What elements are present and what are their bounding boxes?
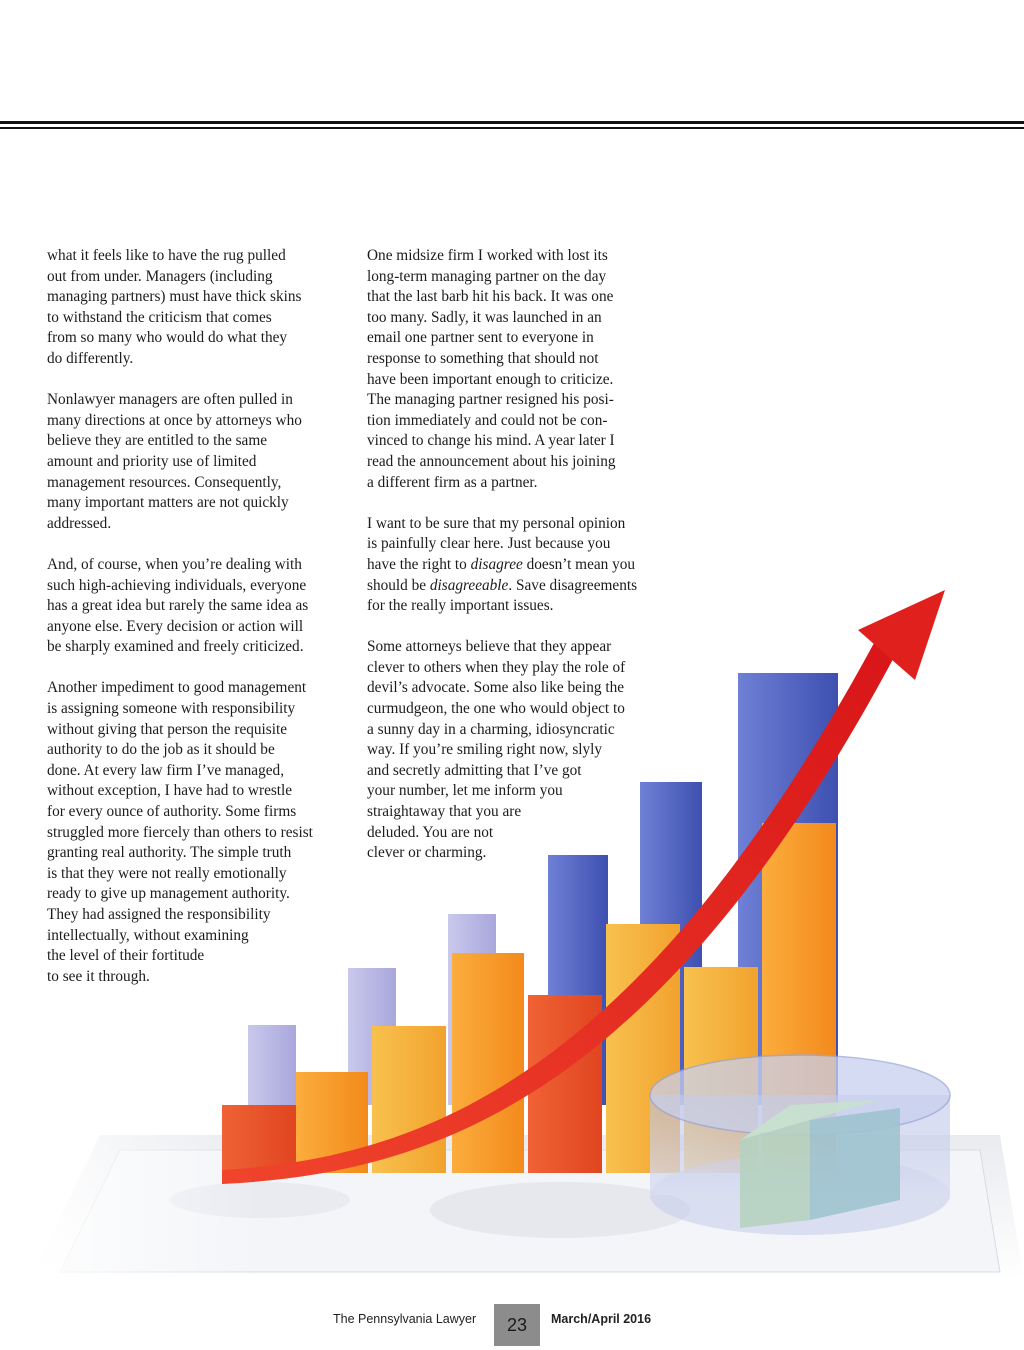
right-text-column: [367, 246, 667, 884]
text-line: many important matters are not quickly: [47, 494, 289, 512]
text-line: believe they are entitled to the same: [47, 432, 268, 450]
text-line: And, of course, when you’re dealing with: [47, 555, 302, 573]
text-line: Another impediment to good management: [47, 679, 307, 697]
text-line: They had assigned the responsibility: [47, 906, 271, 923]
text-line: many directions at once by attorneys who: [47, 411, 302, 429]
left-paragraph-3: [47, 555, 347, 658]
text-line: clever or charming.: [367, 844, 487, 862]
page-footer: [0, 1304, 1024, 1344]
text-line: addressed.: [47, 514, 112, 532]
emphasis-disagree: disagree: [470, 555, 523, 573]
right-paragraph-3: [367, 637, 667, 864]
header-rule-bottom: [0, 127, 1024, 129]
text-segment: doesn’t mean you: [522, 555, 636, 573]
text-line: has a great idea but rarely the same idea as: [47, 597, 309, 615]
text-segment: should be: [367, 576, 430, 594]
text-line: straightaway that you are: [367, 803, 522, 821]
text-line: do differently.: [47, 349, 134, 367]
text-line: be sharply examined and freely criticized.: [47, 638, 304, 656]
text-line: read the announcement about his joining: [367, 452, 616, 470]
text-line: Some attorneys believe that they appear: [367, 638, 612, 656]
text-line: is that they were not really emotionally: [47, 864, 287, 882]
publication-name: The Pennsylvania Lawyer: [333, 1312, 477, 1326]
text-line: anyone else. Every decision or action will: [47, 617, 304, 635]
text-line: the level of their fortitude: [47, 947, 205, 965]
text-segment: have the right to: [367, 555, 471, 573]
text-line: for every ounce of authority. Some firms: [47, 803, 297, 821]
text-line: Nonlawyer managers are often pulled in: [47, 391, 293, 409]
page-number: 23: [506, 1314, 528, 1335]
text-line: clever to others when they play the role of: [367, 658, 626, 676]
left-paragraph-4: [47, 678, 347, 987]
text-line: tion immediately and could not be con-: [367, 411, 608, 429]
text-line: done. At every law firm I’ve managed,: [47, 761, 285, 779]
text-line: long-term managing partner on the day: [367, 267, 607, 285]
text-segment: . Save disagreements: [508, 576, 638, 594]
text-line: to see it through.: [47, 967, 150, 985]
text-line: One midsize firm I worked with lost its: [367, 247, 608, 264]
text-line: I want to be sure that my personal opinion: [367, 514, 626, 532]
left-paragraph-2: [47, 390, 347, 534]
text-line: ready to give up management authority.: [47, 885, 290, 903]
text-line: a sunny day in a charming, idiosyncratic: [367, 720, 615, 738]
text-line: email one partner sent to everyone in: [367, 329, 594, 347]
text-line: management resources. Consequently,: [47, 473, 282, 491]
issue-date: March/April 2016: [551, 1312, 652, 1326]
text-line: The managing partner resigned his posi-: [367, 391, 614, 409]
text-line: a different firm as a partner.: [367, 473, 538, 491]
text-line: curmudgeon, the one who would object to: [367, 700, 625, 718]
text-line: struggled more fiercely than others to resist: [47, 823, 313, 841]
text-line: have been important enough to criticize.: [367, 370, 614, 388]
text-line: deluded. You are not: [367, 823, 494, 841]
header-rule-top: [0, 121, 1024, 124]
text-line: from so many who would do what they: [47, 329, 288, 347]
text-line: without giving that person the requisite: [47, 720, 288, 738]
text-line: without exception, I have had to wrestle: [47, 782, 293, 800]
text-line: way. If you’re smiling right now, slyly: [367, 741, 603, 759]
text-line: is painfully clear here. Just because you: [367, 535, 611, 553]
text-line: authority to do the job as it should be: [47, 741, 275, 759]
text-line: intellectually, without examining: [47, 926, 249, 944]
text-line: is assigning someone with responsibility: [47, 700, 296, 718]
text-line: devil’s advocate. Some also like being the: [367, 679, 625, 697]
text-line: managing partners) must have thick skins: [47, 288, 302, 306]
text-line: your number, let me inform you: [367, 782, 563, 800]
text-line: and secretly admitting that I’ve got: [367, 761, 582, 779]
text-line: out from under. Managers (including: [47, 267, 273, 285]
text-line: response to something that should not: [367, 349, 599, 367]
text-line: amount and priority use of limited: [47, 452, 257, 470]
text-line: for the really important issues.: [367, 597, 554, 615]
page-number-box: [494, 1304, 540, 1346]
text-line: to withstand the criticism that comes: [47, 308, 272, 326]
right-paragraph-2: [367, 514, 667, 617]
right-paragraph-1: [367, 246, 667, 493]
text-line: [367, 555, 667, 576]
left-text-column: [47, 246, 347, 1008]
left-paragraph-1: [47, 246, 347, 370]
text-line: granting real authority. The simple truth: [47, 844, 292, 862]
text-line: too many. Sadly, it was launched in an: [367, 308, 602, 326]
text-line: [367, 576, 667, 597]
text-line: such high-achieving individuals, everyone: [47, 576, 307, 594]
text-line: what it feels like to have the rug pulled: [47, 247, 286, 264]
emphasis-disagreeable: disagreeable: [429, 576, 509, 594]
text-line: vinced to change his mind. A year later I: [367, 432, 615, 450]
text-line: that the last barb hit his back. It was one: [367, 288, 614, 306]
